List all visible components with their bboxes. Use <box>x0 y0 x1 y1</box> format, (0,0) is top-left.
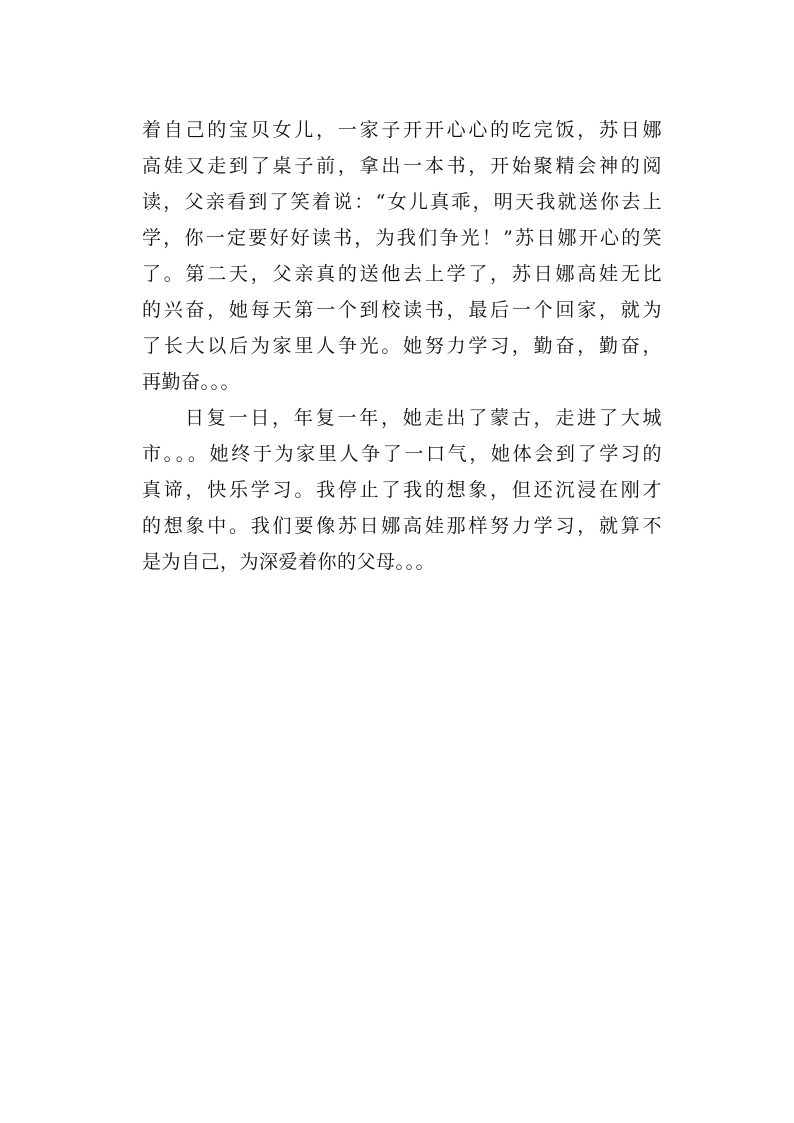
text-line: 的兴奋，她每天第一个到校读书，最后一个回家，就为 <box>142 299 662 321</box>
text-line: 的想象中。我们要像苏日娜高娃那样努力学习，就算不 <box>142 515 662 537</box>
text-line: 再勤奋。。。 <box>142 371 241 393</box>
paragraph-2 <box>142 400 662 580</box>
text-line: 读，父亲看到了笑着说：“女儿真乖，明天我就送你去上 <box>142 191 662 213</box>
text-line: 高娃又走到了桌子前，拿出一本书，开始聚精会神的阅 <box>142 155 662 177</box>
text-line: 日复一日，年复一年，她走出了蒙古，走进了大城 <box>185 407 662 429</box>
text-line: 了长大以后为家里人争光。她努力学习，勤奋，勤奋， <box>142 335 662 357</box>
text-line: 了。第二天，父亲真的送他去上学了，苏日娜高娃无比 <box>142 263 662 285</box>
text-line: 学，你一定要好好读书，为我们争光！”苏日娜开心的笑 <box>142 227 662 249</box>
body-text <box>142 112 662 580</box>
text-line: 真谛，快乐学习。我停止了我的想象，但还沉浸在刚才 <box>142 479 662 501</box>
text-line: 市。。。她终于为家里人争了一口气，她体会到了学习的 <box>142 443 662 465</box>
text-line: 着自己的宝贝女儿，一家子开开心心的吃完饭，苏日娜 <box>142 119 662 141</box>
paragraph-1 <box>142 112 662 400</box>
text-line: 是为自己，为深爱着你的父母。。。 <box>142 551 436 573</box>
